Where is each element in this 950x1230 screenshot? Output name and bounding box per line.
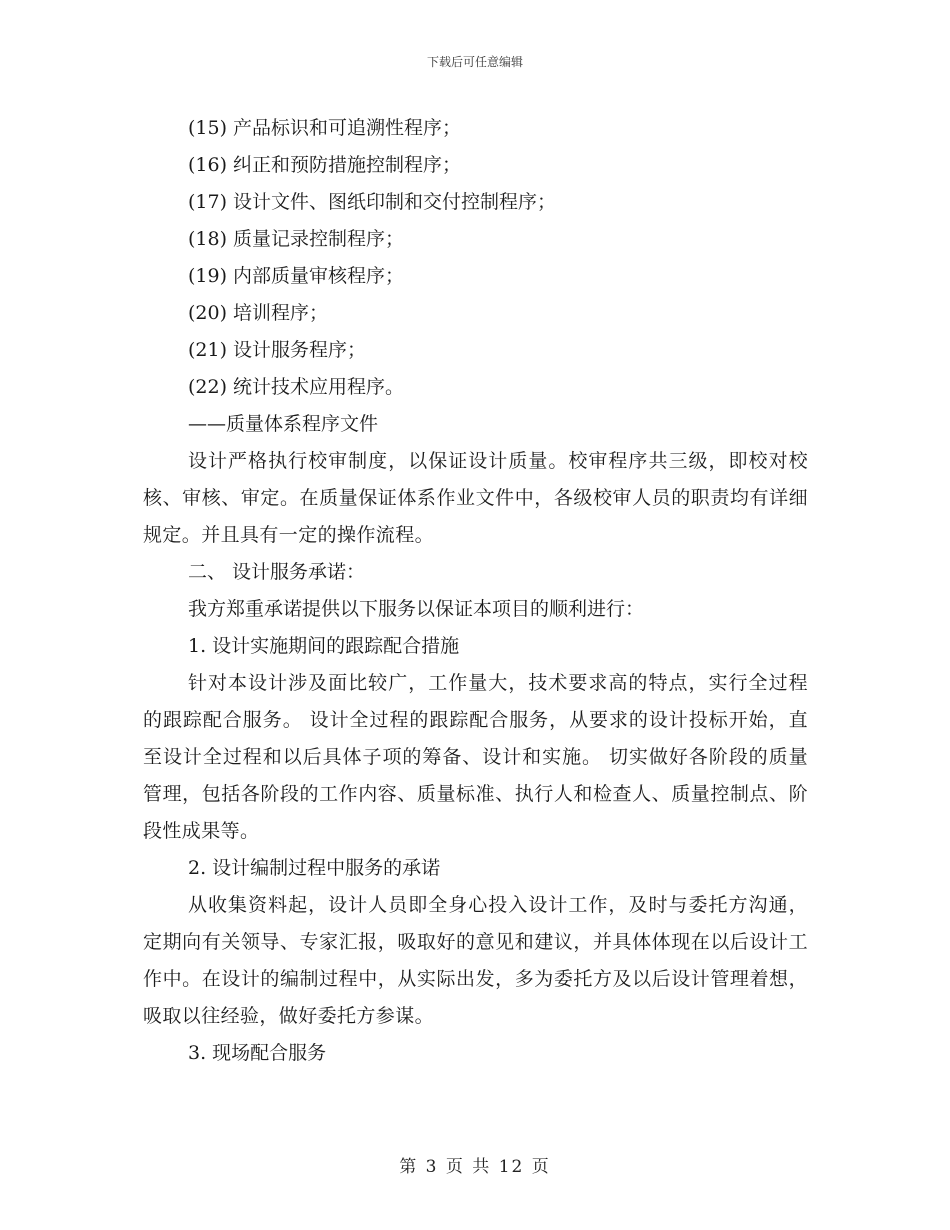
heading-service-commitment: 二、 设计服务承诺： bbox=[188, 561, 366, 583]
paragraph-review-system: 设计严格执行校审制度，以保证设计质量。校审程序共三级，即校对校核、审核、审定。在质量保证体系作业文件中，各级校审人员的职责均有详细规定。并且具有一定的操作流程。 bbox=[143, 450, 808, 546]
list-item: (22) 统计技术应用程序。 bbox=[188, 376, 405, 398]
heading-onsite-service: 3. 现场配合服务 bbox=[188, 1042, 327, 1064]
paragraph-compilation-service: 从收集资料起，设计人员即全身心投入设计工作，及时与委托方沟通，定期向有关领导、专家汇报，吸取好的意见和建议，并具体体现在以后设计工作中。在设计的编制过程中，从实际出发，多为委托方及以后设计管理着想，吸取以往经验，做好委托方参谋。 bbox=[143, 894, 808, 1027]
heading-tracking-measures: 1. 设计实施期间的跟踪配合措施 bbox=[188, 635, 460, 657]
list-item: (21) 设计服务程序； bbox=[188, 339, 367, 361]
list-item: (17) 设计文件、图纸印制和交付控制程序； bbox=[188, 191, 557, 213]
paragraph-commitment-intro: 我方郑重承诺提供以下服务以保证本项目的顺利进行： bbox=[188, 598, 645, 620]
section-caption: ——质量体系程序文件 bbox=[188, 413, 379, 435]
list-item: (20) 培训程序； bbox=[188, 302, 329, 324]
list-item: (15) 产品标识和可追溯性程序； bbox=[188, 117, 462, 139]
list-item: (16) 纠正和预防措施控制程序； bbox=[188, 154, 462, 176]
list-item: (18) 质量记录控制程序； bbox=[188, 228, 405, 250]
list-item: (19) 内部质量审核程序； bbox=[188, 265, 405, 287]
page-number: 第 3 页 共 12 页 bbox=[399, 1157, 551, 1177]
paragraph-tracking-measures: 针对本设计涉及面比较广，工作量大，技术要求高的特点，实行全过程的跟踪配合服务。 设计全过程的跟踪配合服务，从要求的设计投标开始，直至设计全过程和以后具体子项的筹备、设计和实施。 切实做好各阶段的质量管理，包括各阶段的工作内容、质量标准、执行人和检查人、质量控制点、阶段性成果等。 bbox=[143, 672, 808, 842]
heading-compilation-service: 2. 设计编制过程中服务的承诺 bbox=[188, 857, 441, 879]
document-body bbox=[143, 110, 808, 1072]
header-note: 下载后可任意编辑 bbox=[426, 55, 523, 69]
